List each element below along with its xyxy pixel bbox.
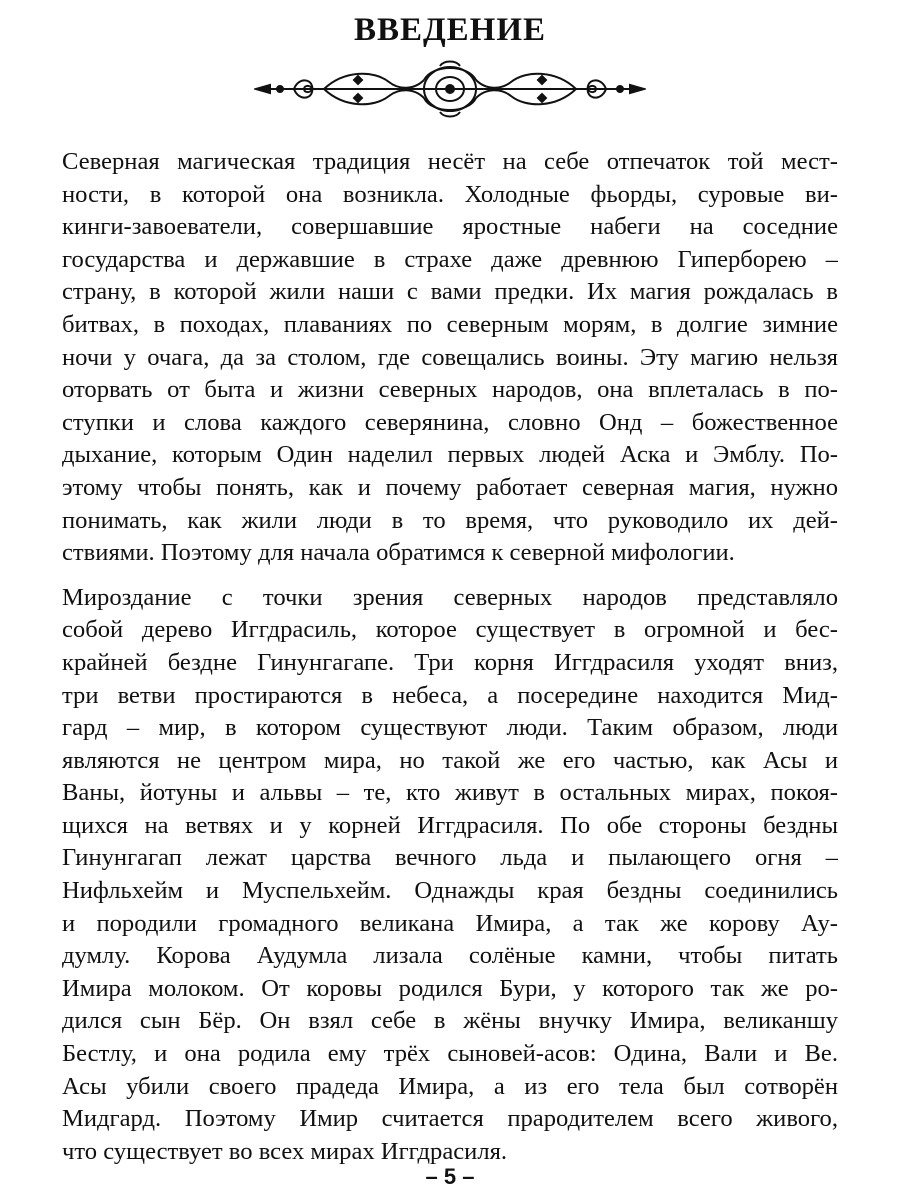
paragraph-gap [62,570,838,582]
text-line: ствиями. Поэтому для начала обратимся к северной мифологии. [62,539,735,567]
page-number: – 5 – [425,1164,475,1189]
text-line: собой дерево Иггдрасиль, которое существует в огромной и бес- [62,616,838,644]
text-line: оторвать от быта и жизни северных народов, она вплеталась в по- [62,376,838,404]
text-line: Гинунгагап лежат царства вечного льда и пылающего огня – [62,844,838,872]
text-line: и породили громадного великана Имира, а так же корову Ау- [62,909,838,937]
text-line: ночи у очага, да за столом, где совещались воины. Эту магию нельзя [62,343,838,371]
text-line: ступки и слова каждого северянина, словно Онд – божественное [62,408,838,436]
text-line: понимать, как жили люди в то время, что руководило их дей- [62,506,838,534]
text-line: кинги-завоеватели, совершавшие яростные набеги на соседние [62,213,838,241]
text-line: крайней бездне Гинунгагапе. Три корня Иггдрасиля уходят вниз, [62,648,838,676]
text-line: три ветви простираются в небеса, а посередине находится Мид- [62,681,838,709]
text-line: ности, в которой она возникла. Холодные фьорды, суровые ви- [62,180,838,208]
text-line: Нифльхейм и Муспельхейм. Однажды края бездны соединились [62,877,838,905]
text-line: Имира молоком. От коровы родился Бури, у которого так же ро- [62,974,838,1002]
text-line: гард – мир, в котором существуют люди. Таким образом, люди [62,714,838,742]
text-line: Северная магическая традиция несёт на себе отпечаток той мест- [62,148,838,175]
text-line: являются не центром мира, но такой же его частью, как Асы и [62,746,838,774]
text-line: что существует во всех мирах Иггдрасиля. [62,1137,508,1165]
text-line: Ваны, йотуны и альвы – те, кто живут в остальных мирах, покоя- [62,779,838,807]
text-line: Асы убили своего прадеда Имира, а из его тела был сотворён [62,1072,838,1100]
text-line: битвах, в походах, плаваниях по северным морям, в долгие зимние [62,310,838,338]
text-line: государства и державшие в страхе даже древнюю Гиперборею – [62,245,838,273]
text-line: Мидгард. Поэтому Имир считается прародителем всего живого, [62,1105,838,1133]
text-line: щихся на ветвях и у корней Иггдрасиля. По обе стороны бездны [62,811,838,839]
scroll-ornament-icon [254,60,646,118]
text-line: дыхание, которым Один наделил первых людей Аска и Эмблу. По- [62,441,838,469]
paragraph [62,146,838,570]
text-line: думлу. Корова Аудумла лизала солёные камни, чтобы питать [62,942,838,970]
paragraph [62,582,838,1169]
body-text [62,146,838,1168]
text-line: этому чтобы понять, как и почему работает северная магия, нужно [62,473,838,501]
text-line: страну, в которой жили наши с вами предки. Их магия рождалась в [62,278,838,306]
text-line: дился сын Бёр. Он взял себе в жёны внучку Имира, великаншу [62,1007,838,1035]
chapter-title: ВВЕДЕНИЕ [353,12,547,48]
text-line: Бестлу, и она родила ему трёх сыновей-асов: Одина, Вали и Ве. [62,1040,838,1068]
text-line: Мироздание с точки зрения северных народов представляло [62,583,838,611]
